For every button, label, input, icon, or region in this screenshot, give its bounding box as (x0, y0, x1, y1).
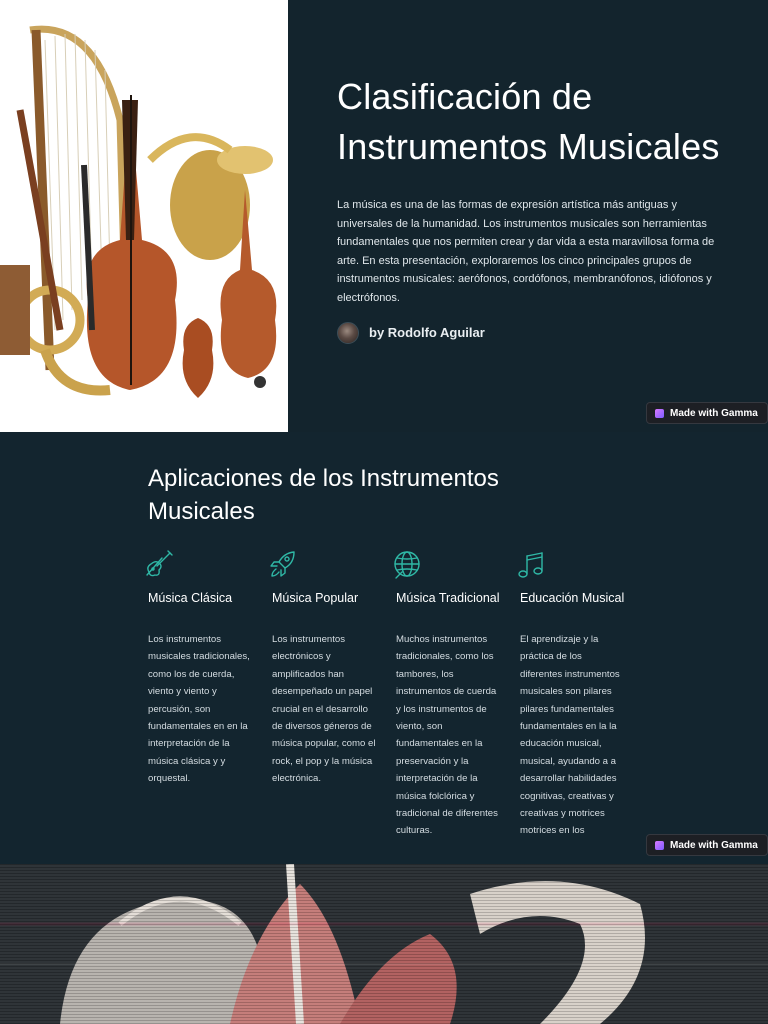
gamma-logo-icon (655, 841, 664, 850)
card-body: Los instrumentos musicales tradicionales, como los de cuerda, viento y viento y percusión, son fundamentales en en la interpretación de la música clásica y y orquestal. (148, 634, 250, 785)
card-educacion-musical (514, 548, 638, 840)
card-musica-tradicional (390, 548, 514, 840)
music-note-icon (514, 548, 638, 582)
author-name: by Rodolfo Aguilar (369, 325, 485, 341)
page-title: Clasificación de Instrumentos Musicales (337, 76, 720, 167)
card-musica-popular (266, 548, 390, 840)
orchestra-instruments-image (0, 0, 288, 432)
card-title: Música Popular (272, 591, 359, 605)
made-with-gamma-badge[interactable] (646, 402, 768, 424)
card-title: Música Clásica (148, 591, 233, 605)
instruments-illustration (0, 0, 288, 432)
gamma-logo-icon (655, 409, 664, 418)
card-title: Educación Musical (520, 591, 625, 605)
card-title: Música Tradicional (396, 591, 500, 605)
card-body: El aprendizaje y la práctica de los diferentes instrumentos musicales son pilares pilares fundamentales fundamentales en la la educación musical, musical, ayudando a a desarrollar habilidades cognitivas, creativas y creativas y motrices motrices en los (520, 634, 620, 837)
glitch-image-slide (0, 864, 768, 1024)
card-musica-clasica (142, 548, 266, 840)
intro-paragraph: La música es una de las formas de expresión artística más antiguas y universales de la humanidad. Los instrumentos musicales son herramientas fundamentales que nos permiten crear y dar vida a esta maravillosa forma de arte. En esta presentación, exploraremos los cinco principales grupos de instrumentos musicales: aerófonos, cordófonos, membranófonos, idiófonos y electrófonos. (337, 199, 715, 304)
card-body: Muchos instrumentos tradicionales, como los tambores, los instrumentos de cuerda y los instrumentos de viento, son fundamentales en la preservación y la interpretación de la música folclórica y tradicional de diferentes culturas. (396, 634, 498, 837)
section-title: Aplicaciones de los Instrumentos Musicales (148, 465, 499, 525)
made-with-gamma-badge[interactable] (646, 834, 768, 856)
badge-label: Made with Gamma (670, 839, 758, 851)
badge-label: Made with Gamma (670, 407, 758, 419)
scanline-overlay (0, 864, 768, 1024)
author-row (337, 322, 727, 344)
applications-cards (142, 548, 638, 840)
violin-icon (142, 548, 266, 582)
hero-text-block (337, 72, 727, 344)
globe-icon (390, 548, 514, 582)
title-slide (0, 0, 768, 432)
avatar (337, 322, 359, 344)
applications-slide (0, 432, 768, 864)
rocket-icon (266, 548, 390, 582)
card-body: Los instrumentos electrónicos y amplificados han desempeñado un papel crucial en el desarrollo de diversos géneros de música popular, como el rock, el pop y la música electrónica. (272, 634, 376, 785)
